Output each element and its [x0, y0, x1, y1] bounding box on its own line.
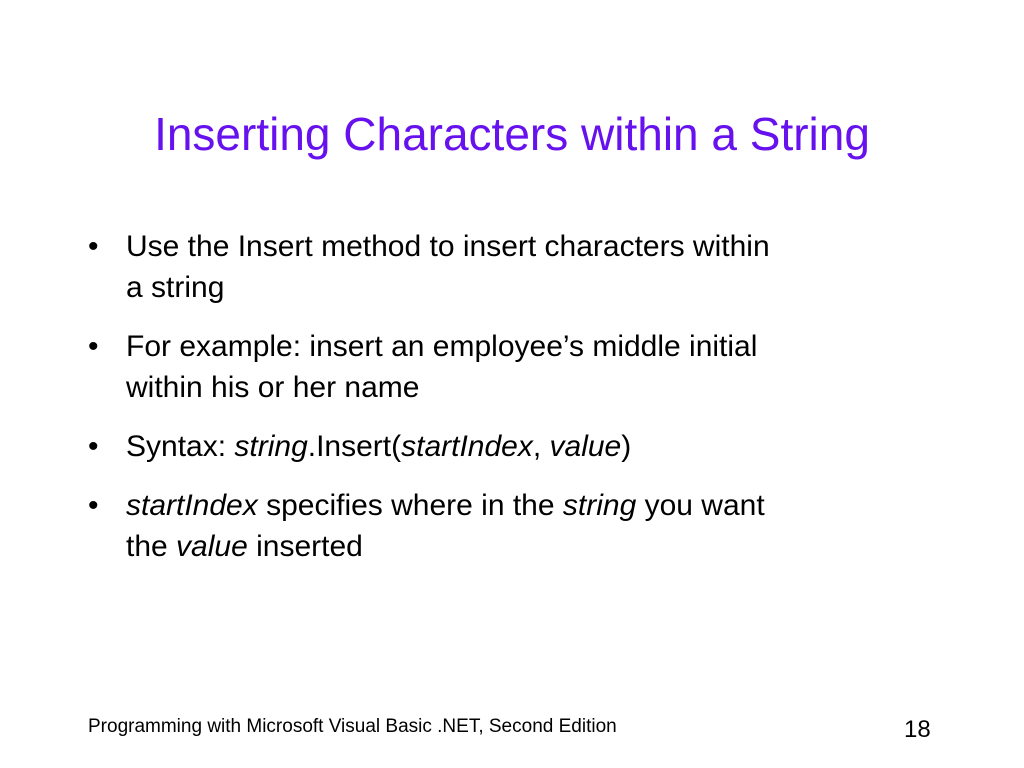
syntax-param-startindex: startIndex — [401, 430, 533, 463]
term-startindex: startIndex — [126, 489, 258, 522]
bullet-icon: • — [88, 230, 99, 263]
syntax-separator: , — [532, 430, 550, 463]
bullet-text: you want — [636, 489, 765, 522]
bullet-item — [86, 226, 946, 308]
term-string: string — [562, 489, 637, 522]
page-number: 18 — [904, 716, 931, 743]
bullet-text: specifies where in the — [257, 489, 563, 522]
syntax-param-value: value — [549, 430, 622, 463]
slide-footer: Programming with Microsoft Visual Basic .NET, Second Edition — [88, 716, 617, 737]
syntax-label: Syntax: — [126, 430, 235, 463]
bullet-item — [86, 485, 946, 567]
bullet-item — [86, 326, 946, 408]
syntax-method: .Insert( — [307, 430, 402, 463]
syntax-object: string — [234, 430, 308, 463]
slide-title: Inserting Characters within a String — [154, 108, 870, 160]
bullet-text-line: For example: insert an employee’s middle initial — [126, 330, 758, 363]
bullet-item — [86, 426, 946, 467]
term-value: value — [176, 530, 248, 563]
bullet-text-line: within his or her name — [126, 371, 420, 404]
syntax-close: ) — [621, 430, 632, 463]
bullet-icon: • — [88, 330, 99, 363]
bullet-icon: • — [88, 430, 99, 463]
bullet-text-line: Use the Insert method to insert characters within — [126, 230, 770, 263]
bullet-text: the — [126, 530, 177, 563]
bullet-text: inserted — [247, 530, 363, 563]
bullet-list — [86, 226, 946, 585]
bullet-text-line: a string — [126, 271, 225, 304]
bullet-icon: • — [88, 489, 99, 522]
